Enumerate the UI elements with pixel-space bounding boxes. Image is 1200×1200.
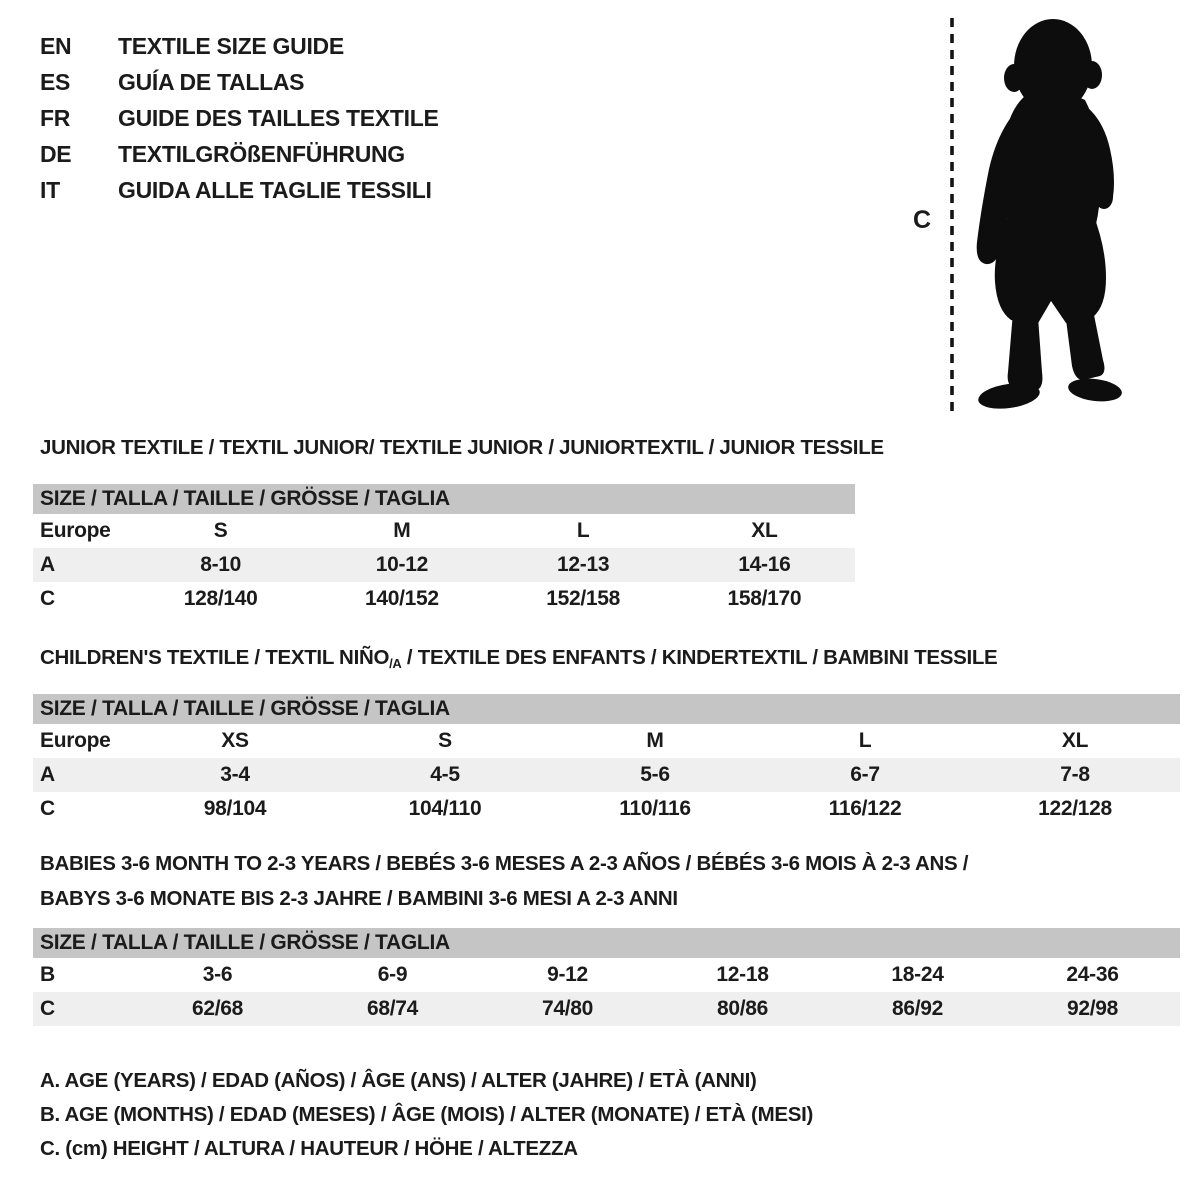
height-cell: 122/128 [1038,797,1112,820]
age-cell: 4-5 [430,763,460,786]
table-row-age [33,758,1180,792]
height-cell: 86/92 [891,997,944,1020]
size-cell: S [438,729,452,752]
height-cell: 110/116 [619,797,691,820]
table-row-europe [33,514,855,548]
height-cell: 116/122 [828,797,902,820]
row-label: C [40,587,55,610]
babies-size-table [33,928,1180,1026]
legend-line-a: A. AGE (YEARS) / EDAD (AÑOS) / ÂGE (ANS) / ALTER (JAHRE) / ETÀ (ANNI) [40,1069,757,1092]
size-cell: L [576,519,590,542]
height-cell: 62/68 [191,997,244,1020]
table-row-height [33,792,1180,826]
lang-row-es [40,64,439,100]
children-heading-part1: CHILDREN'S TEXTILE / TEXTIL NIÑO [40,646,390,669]
row-label: B [40,963,55,986]
guide-title: GUÍA DE TALLAS [118,68,305,95]
junior-size-table [33,484,855,616]
lang-code: ES [40,68,71,95]
language-title-list [40,28,439,208]
size-cell: XL [751,519,778,542]
lang-code: FR [40,104,71,131]
age-cell: 14-16 [738,553,791,576]
lang-row-de [40,136,439,172]
guide-title: TEXTILGRÖßENFÜHRUNG [118,140,405,167]
toddler-silhouette-shape [977,19,1124,412]
row-label: Europe [40,519,111,542]
height-cell: 104/110 [408,797,482,820]
age-cell: 10-12 [375,553,428,576]
size-cell: XS [221,729,249,752]
row-label: C [40,797,55,820]
lang-code: IT [40,176,60,203]
guide-title: TEXTILE SIZE GUIDE [118,32,344,59]
table-row-age [33,548,855,582]
lang-row-it [40,172,439,208]
months-cell: 12-18 [716,963,769,986]
height-cell: 98/104 [203,797,267,820]
guide-title: GUIDA ALLE TAGLIE TESSILI [118,176,432,203]
babies-section-heading-line1: BABIES 3-6 MONTH TO 2-3 YEARS / BEBÉS 3-6 MESES A 2-3 AÑOS / BÉBÉS 3-6 MOIS À 2-3 ANS / [40,852,969,875]
height-cell: 140/152 [364,587,439,610]
children-heading-sub: /A [389,656,402,671]
age-cell: 5-6 [640,763,670,786]
guide-title: GUIDE DES TAILLES TEXTILE [118,104,439,131]
toddler-silhouette-icon [905,14,1167,420]
lang-code: DE [40,140,72,167]
measure-legend [40,1064,813,1166]
table-row-europe [33,724,1180,758]
age-cell: 3-4 [220,763,250,786]
lang-row-en [40,28,439,64]
months-cell: 3-6 [202,963,233,986]
row-label: C [40,997,55,1020]
height-cell: 80/86 [716,997,769,1020]
lang-code: EN [40,32,72,59]
table-row-months [33,958,1180,992]
height-cell: 128/140 [183,587,258,610]
legend-line-b: B. AGE (MONTHS) / EDAD (MESES) / ÂGE (MOIS) / ALTER (MONATE) / ETÀ (MESI) [40,1103,814,1126]
size-header-bar: SIZE / TALLA / TAILLE / GRÖSSE / TAGLIA [33,694,1180,724]
lang-row-fr [40,100,439,136]
babies-section-heading-line2: BABYS 3-6 MONATE BIS 2-3 JAHRE / BAMBINI 3-6 MESI A 2-3 ANNI [40,887,678,910]
children-heading-part2: / TEXTILE DES ENFANTS / KINDERTEXTIL / BAMBINI TESSILE [401,646,998,669]
size-cell: L [858,729,872,752]
table-row-height [33,992,1180,1026]
height-cell: 158/170 [727,587,802,610]
row-label: A [40,553,55,576]
table-row-height [33,582,855,616]
junior-section-heading: JUNIOR TEXTILE / TEXTIL JUNIOR/ TEXTILE JUNIOR / JUNIORTEXTIL / JUNIOR TESSILE [40,436,884,459]
height-measure-figure [905,14,1167,420]
months-cell: 6-9 [377,963,408,986]
children-size-table [33,694,1180,826]
height-cell: 68/74 [366,997,419,1020]
children-section-heading [40,646,997,670]
size-cell: M [646,729,664,752]
size-header-bar: SIZE / TALLA / TAILLE / GRÖSSE / TAGLIA [33,484,855,514]
age-cell: 12-13 [557,553,610,576]
row-label: A [40,763,55,786]
row-label: Europe [40,729,111,752]
months-cell: 18-24 [891,963,944,986]
height-cell: 152/158 [546,587,621,610]
height-cell: 92/98 [1066,997,1119,1020]
height-cell: 74/80 [541,997,594,1020]
legend-line-c: C. (cm) HEIGHT / ALTURA / HAUTEUR / HÖHE / ALTEZZA [40,1137,578,1160]
size-cell: M [393,519,411,542]
months-cell: 9-12 [547,963,588,986]
age-cell: 6-7 [850,763,880,786]
measure-c-label: C [913,206,931,234]
size-header-bar: SIZE / TALLA / TAILLE / GRÖSSE / TAGLIA [33,928,1180,958]
age-cell: 8-10 [200,553,242,576]
months-cell: 24-36 [1066,963,1119,986]
size-cell: S [213,519,228,542]
age-cell: 7-8 [1060,763,1090,786]
size-cell: XL [1061,729,1089,752]
